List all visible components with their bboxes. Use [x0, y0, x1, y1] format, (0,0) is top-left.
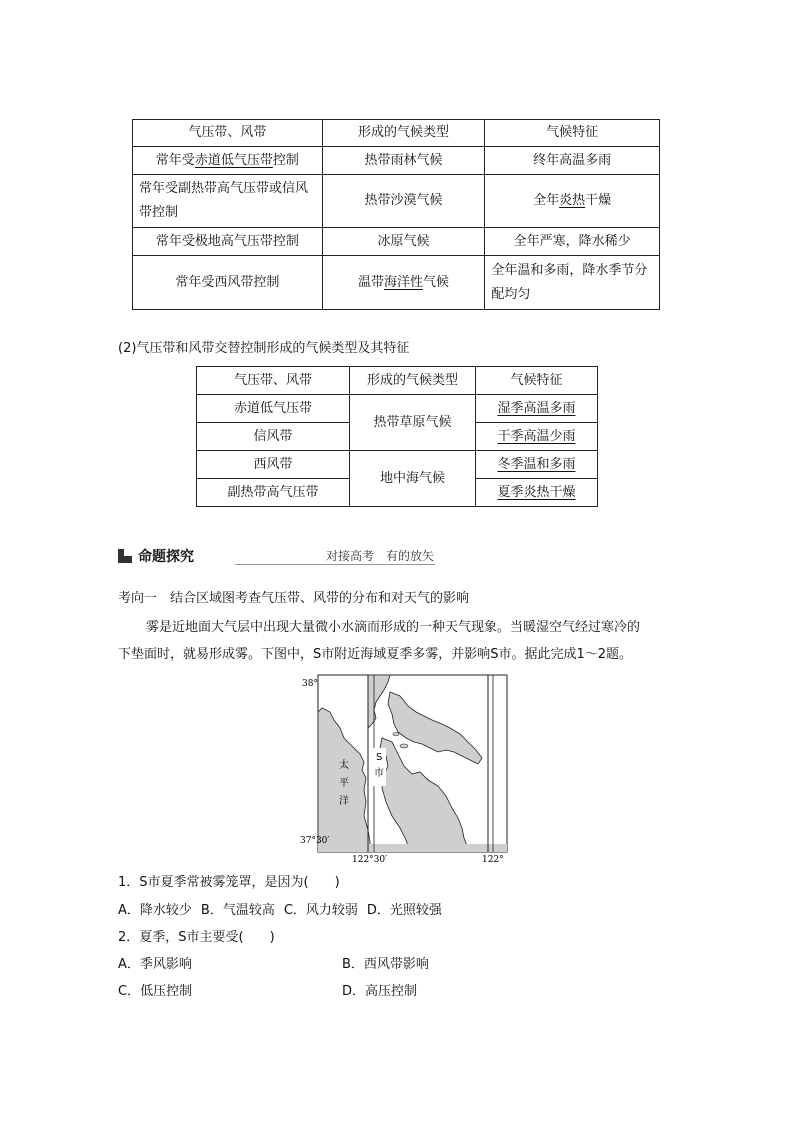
section-subtitle: 对接高考 有的放矢 — [326, 549, 435, 563]
passage-line-2: 下垫面时，就易形成雾。下图中，S市附近海域夏季多雾，并影响S市。据此完成1～2题。 — [118, 647, 633, 662]
option-b[interactable]: B．气温较高 — [200, 903, 275, 918]
table-cell: 常年受赤道低气压带控制 — [133, 147, 323, 175]
table-cell: 冰原气候 — [322, 228, 485, 256]
ocean-label-char: 太 — [339, 760, 349, 771]
table-cell: 冬季温和多雨 — [476, 451, 598, 479]
table-header-cell: 气候特征 — [485, 120, 660, 147]
table-cell: 热带草原气候 — [350, 395, 476, 451]
region-map — [300, 672, 512, 864]
option-a[interactable]: A．降水较少 — [118, 903, 192, 918]
table-row — [197, 395, 598, 423]
table-cell: 热带雨林气候 — [322, 147, 485, 175]
table-cell: 信风带 — [197, 423, 350, 451]
climate-table-2 — [196, 366, 598, 507]
ocean-label-char: 平 — [339, 778, 349, 789]
lon-left-label: 122°30′ — [352, 855, 388, 864]
lat-bottom-label: 37°30′ — [300, 836, 330, 846]
table-header-row — [197, 367, 598, 395]
table-header-row — [133, 120, 660, 147]
lon-right-label: 122° — [482, 855, 504, 864]
table-cell: 全年温和多雨，降水季节分配均匀 — [485, 256, 660, 310]
table-header-cell: 气压带、风带 — [197, 367, 350, 395]
table-row — [197, 451, 598, 479]
table-cell: 干季高温少雨 — [476, 423, 598, 451]
option-a[interactable]: A．季风影响 — [118, 957, 192, 972]
question-direction: 考向一 结合区域图考查气压带、风带的分布和对天气的影响 — [118, 591, 470, 606]
table-cell: 西风带 — [197, 451, 350, 479]
option-d[interactable]: D．高压控制 — [342, 984, 418, 999]
table-cell: 夏季炎热干燥 — [476, 479, 598, 507]
section-title: 命题探究 — [138, 549, 194, 565]
table-header-cell: 形成的气候类型 — [322, 120, 485, 147]
question-2-stem: 2．夏季，S市主要受( ) — [118, 930, 275, 945]
table-row — [133, 256, 660, 310]
table-row — [133, 147, 660, 175]
table-row — [133, 175, 660, 228]
table-header-cell: 形成的气候类型 — [350, 367, 476, 395]
table-cell: 热带沙漠气候 — [322, 175, 485, 228]
table-cell: 赤道低气压带 — [197, 395, 350, 423]
table-cell: 温带海洋性气候 — [322, 256, 485, 310]
table-cell: 常年受副热带高气压带或信风带控制 — [133, 175, 323, 228]
passage-line-1: 雾是近地面大气层中出现大量微小水滴而形成的一种天气现象。当暖湿空气经过寒冷的 — [146, 620, 641, 635]
table-cell: 地中海气候 — [350, 451, 476, 507]
climate-table-1 — [132, 119, 660, 310]
table-cell: 副热带高气压带 — [197, 479, 350, 507]
city-label-char: S — [376, 752, 383, 763]
table-cell: 常年受极地高气压带控制 — [133, 228, 323, 256]
table-cell: 湿季高温多雨 — [476, 395, 598, 423]
option-c[interactable]: C．低压控制 — [118, 984, 193, 999]
table-cell: 全年严寒，降水稀少 — [485, 228, 660, 256]
option-b[interactable]: B．西风带影响 — [342, 957, 429, 972]
table-cell: 终年高温多雨 — [485, 147, 660, 175]
island — [400, 744, 408, 748]
table-row — [133, 228, 660, 256]
question-1-stem: 1．S市夏季常被雾笼罩，是因为( ) — [118, 875, 340, 890]
island — [393, 733, 399, 736]
section-heading-2: (2)气压带和风带交替控制形成的气候类型及其特征 — [118, 341, 410, 356]
question-1-options — [118, 901, 442, 921]
city-label-char: 市 — [374, 768, 384, 779]
section-divider — [235, 564, 435, 565]
option-c[interactable]: C．风力较弱 — [283, 903, 358, 918]
ocean-label-char: 洋 — [339, 796, 349, 807]
table-cell: 常年受西风带控制 — [133, 256, 323, 310]
bottom-strip — [318, 844, 507, 852]
table-header-cell: 气候特征 — [476, 367, 598, 395]
option-d[interactable]: D．光照较强 — [366, 903, 442, 918]
table-cell: 全年炎热干燥 — [485, 175, 660, 228]
section-square-icon — [118, 549, 132, 563]
lat-top-label: 38° — [302, 679, 318, 689]
table-header-cell: 气压带、风带 — [133, 120, 323, 147]
